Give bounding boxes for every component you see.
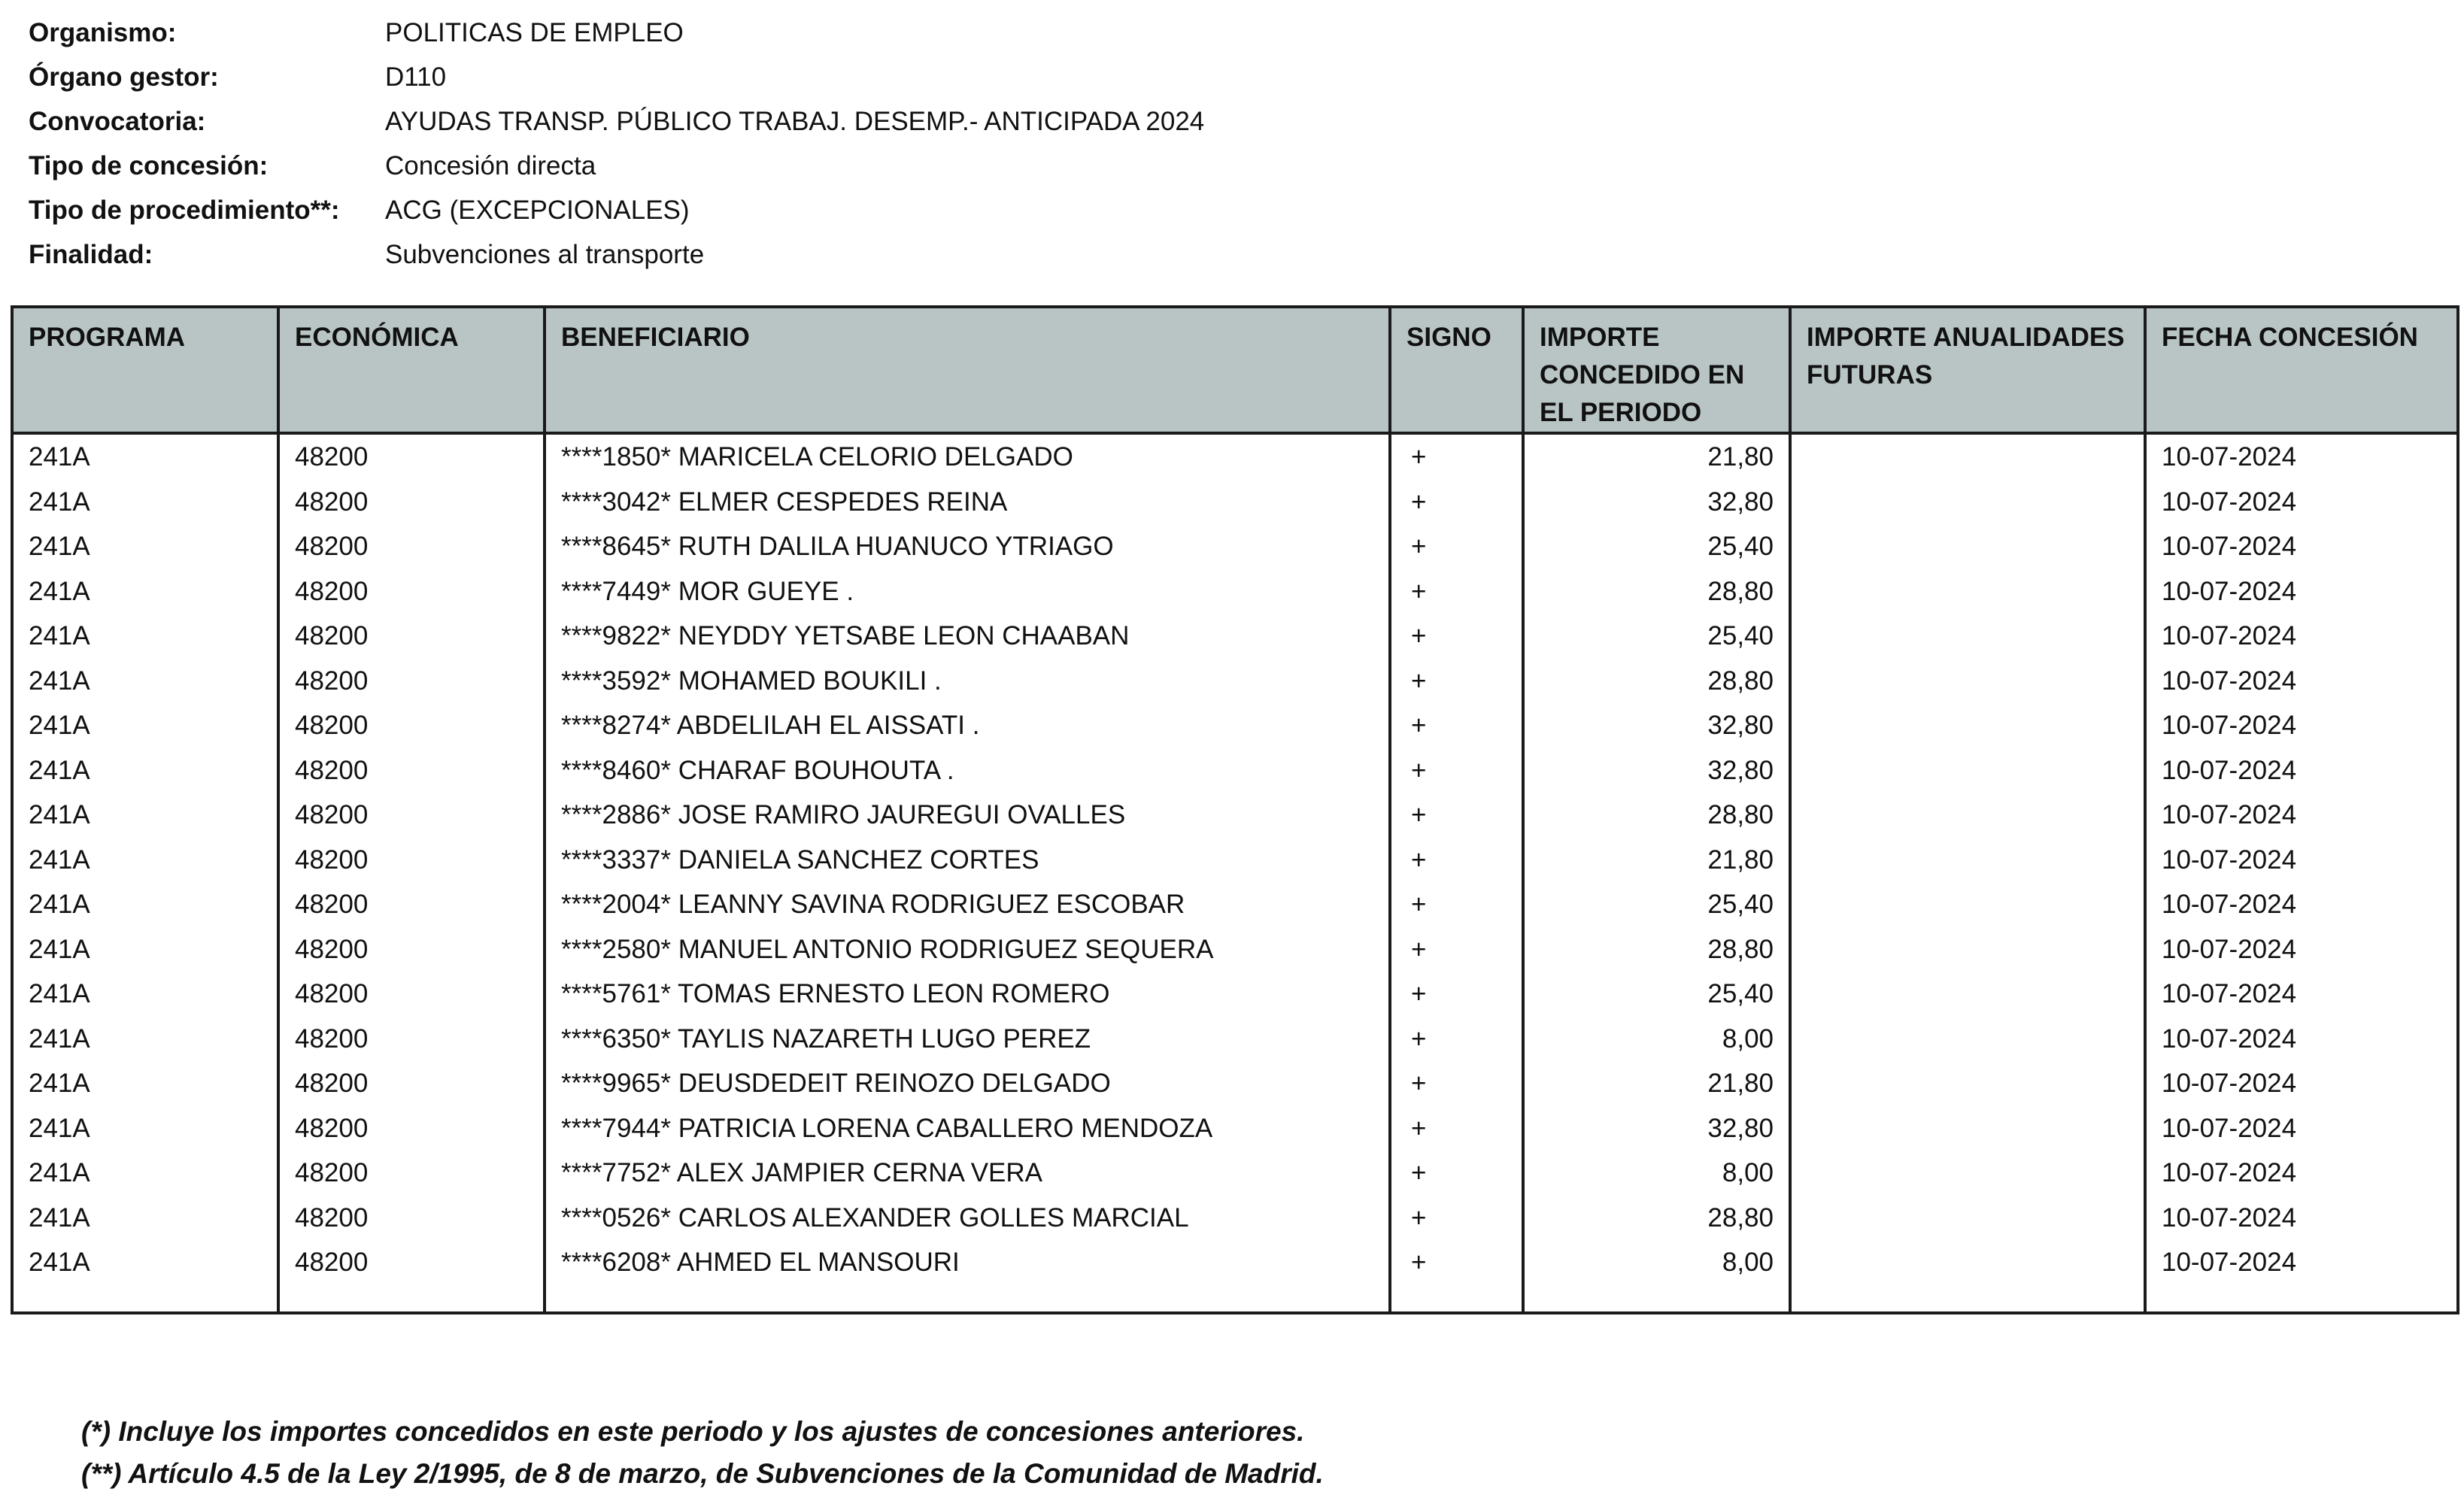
header-fecha-concesion: FECHA CONCESIÓN bbox=[2145, 307, 2458, 433]
cell-importe-concedido: 25,40 bbox=[1523, 614, 1790, 659]
cell-economica: 48200 bbox=[278, 433, 545, 480]
cell-signo: + bbox=[1390, 927, 1523, 972]
cell-beneficiario: ****6350* TAYLIS NAZARETH LUGO PEREZ bbox=[545, 1017, 1390, 1062]
table-row bbox=[12, 748, 2458, 793]
cell-importe-concedido: 8,00 bbox=[1523, 1151, 1790, 1196]
cell-programa: 241A bbox=[12, 793, 278, 838]
cell-signo: + bbox=[1390, 1240, 1523, 1285]
cell-programa: 241A bbox=[12, 480, 278, 525]
cell-beneficiario: ****2580* MANUEL ANTONIO RODRIGUEZ SEQUERA bbox=[545, 927, 1390, 972]
footnote: (**) Artículo 4.5 de la Ley 2/1995, de 8 de marzo, de Subvenciones de la Comunidad de Madrid. bbox=[81, 1458, 1324, 1489]
cell-programa: 241A bbox=[12, 1151, 278, 1196]
cell-economica: 48200 bbox=[278, 1151, 545, 1196]
cell-signo: + bbox=[1390, 480, 1523, 525]
cell-economica: 48200 bbox=[278, 480, 545, 525]
cell-economica: 48200 bbox=[278, 1196, 545, 1241]
cell-fecha-concesion: 10-07-2024 bbox=[2145, 1106, 2458, 1151]
cell-programa: 241A bbox=[12, 1240, 278, 1285]
meta-label: Convocatoria: bbox=[29, 106, 206, 136]
cell-importe-anualidades bbox=[1790, 1196, 2145, 1241]
cell-economica: 48200 bbox=[278, 748, 545, 793]
filler-cell bbox=[278, 1285, 545, 1314]
cell-importe-anualidades bbox=[1790, 703, 2145, 748]
cell-importe-concedido: 32,80 bbox=[1523, 480, 1790, 525]
header-economica: ECONÓMICA bbox=[278, 307, 545, 433]
cell-importe-anualidades bbox=[1790, 569, 2145, 614]
cell-programa: 241A bbox=[12, 838, 278, 883]
cell-signo: + bbox=[1390, 659, 1523, 704]
table-row bbox=[12, 614, 2458, 659]
table-row bbox=[12, 1017, 2458, 1062]
cell-signo: + bbox=[1390, 569, 1523, 614]
table-row bbox=[12, 1061, 2458, 1106]
cell-beneficiario: ****3592* MOHAMED BOUKILI . bbox=[545, 659, 1390, 704]
cell-importe-anualidades bbox=[1790, 659, 2145, 704]
cell-importe-anualidades bbox=[1790, 1151, 2145, 1196]
meta-row-organismo bbox=[29, 11, 1204, 55]
cell-signo: + bbox=[1390, 1061, 1523, 1106]
cell-importe-anualidades bbox=[1790, 927, 2145, 972]
cell-economica: 48200 bbox=[278, 569, 545, 614]
filler-cell bbox=[1523, 1285, 1790, 1314]
cell-signo: + bbox=[1390, 703, 1523, 748]
cell-importe-anualidades bbox=[1790, 748, 2145, 793]
meta-label: Finalidad: bbox=[29, 239, 153, 269]
cell-importe-concedido: 21,80 bbox=[1523, 1061, 1790, 1106]
cell-importe-concedido: 32,80 bbox=[1523, 748, 1790, 793]
table-row bbox=[12, 972, 2458, 1017]
cell-economica: 48200 bbox=[278, 659, 545, 704]
cell-importe-anualidades bbox=[1790, 793, 2145, 838]
table-body bbox=[12, 433, 2458, 1313]
cell-importe-concedido: 25,40 bbox=[1523, 972, 1790, 1017]
cell-importe-anualidades bbox=[1790, 1106, 2145, 1151]
cell-beneficiario: ****5761* TOMAS ERNESTO LEON ROMERO bbox=[545, 972, 1390, 1017]
header-beneficiario: BENEFICIARIO bbox=[545, 307, 1390, 433]
meta-label: Órgano gestor: bbox=[29, 62, 219, 92]
cell-beneficiario: ****2004* LEANNY SAVINA RODRIGUEZ ESCOBAR bbox=[545, 882, 1390, 927]
table-row bbox=[12, 524, 2458, 569]
table-row bbox=[12, 1196, 2458, 1241]
table-row bbox=[12, 703, 2458, 748]
meta-value: POLITICAS DE EMPLEO bbox=[385, 17, 684, 47]
cell-beneficiario: ****9822* NEYDDY YETSABE LEON CHAABAN bbox=[545, 614, 1390, 659]
cell-beneficiario: ****0526* CARLOS ALEXANDER GOLLES MARCIAL bbox=[545, 1196, 1390, 1241]
cell-economica: 48200 bbox=[278, 793, 545, 838]
cell-fecha-concesion: 10-07-2024 bbox=[2145, 659, 2458, 704]
cell-importe-concedido: 32,80 bbox=[1523, 703, 1790, 748]
cell-economica: 48200 bbox=[278, 524, 545, 569]
cell-economica: 48200 bbox=[278, 972, 545, 1017]
grants-table bbox=[11, 305, 2459, 1314]
cell-programa: 241A bbox=[12, 614, 278, 659]
table-row bbox=[12, 659, 2458, 704]
meta-label: Organismo: bbox=[29, 17, 177, 47]
table-header-row bbox=[12, 307, 2458, 433]
cell-fecha-concesion: 10-07-2024 bbox=[2145, 703, 2458, 748]
cell-beneficiario: ****3042* ELMER CESPEDES REINA bbox=[545, 480, 1390, 525]
table-row bbox=[12, 1151, 2458, 1196]
cell-beneficiario: ****2886* JOSE RAMIRO JAUREGUI OVALLES bbox=[545, 793, 1390, 838]
cell-fecha-concesion: 10-07-2024 bbox=[2145, 972, 2458, 1017]
table-row bbox=[12, 927, 2458, 972]
meta-label: Tipo de concesión: bbox=[29, 150, 269, 180]
cell-signo: + bbox=[1390, 793, 1523, 838]
meta-value: D110 bbox=[385, 62, 447, 92]
cell-fecha-concesion: 10-07-2024 bbox=[2145, 838, 2458, 883]
cell-importe-concedido: 28,80 bbox=[1523, 569, 1790, 614]
cell-importe-anualidades bbox=[1790, 1017, 2145, 1062]
cell-signo: + bbox=[1390, 1196, 1523, 1241]
cell-signo: + bbox=[1390, 1017, 1523, 1062]
cell-programa: 241A bbox=[12, 882, 278, 927]
cell-programa: 241A bbox=[12, 569, 278, 614]
cell-signo: + bbox=[1390, 882, 1523, 927]
table-filler-row bbox=[12, 1285, 2458, 1314]
cell-programa: 241A bbox=[12, 703, 278, 748]
cell-signo: + bbox=[1390, 972, 1523, 1017]
header-importe-concedido: IMPORTE CONCEDIDO EN EL PERIODO bbox=[1523, 307, 1790, 433]
cell-beneficiario: ****7944* PATRICIA LORENA CABALLERO MENDOZA bbox=[545, 1106, 1390, 1151]
cell-beneficiario: ****7449* MOR GUEYE . bbox=[545, 569, 1390, 614]
cell-fecha-concesion: 10-07-2024 bbox=[2145, 1240, 2458, 1285]
filler-cell bbox=[2145, 1285, 2458, 1314]
cell-importe-anualidades bbox=[1790, 838, 2145, 883]
table-row bbox=[12, 480, 2458, 525]
cell-signo: + bbox=[1390, 838, 1523, 883]
cell-importe-concedido: 25,40 bbox=[1523, 882, 1790, 927]
cell-economica: 48200 bbox=[278, 838, 545, 883]
cell-fecha-concesion: 10-07-2024 bbox=[2145, 569, 2458, 614]
cell-programa: 241A bbox=[12, 748, 278, 793]
meta-row-tipo-procedimiento bbox=[29, 188, 1204, 232]
cell-fecha-concesion: 10-07-2024 bbox=[2145, 793, 2458, 838]
cell-fecha-concesion: 10-07-2024 bbox=[2145, 1017, 2458, 1062]
cell-fecha-concesion: 10-07-2024 bbox=[2145, 1151, 2458, 1196]
cell-economica: 48200 bbox=[278, 1017, 545, 1062]
cell-beneficiario: ****8460* CHARAF BOUHOUTA . bbox=[545, 748, 1390, 793]
meta-value: Subvenciones al transporte bbox=[385, 239, 705, 269]
cell-programa: 241A bbox=[12, 524, 278, 569]
meta-label: Tipo de procedimiento**: bbox=[29, 195, 340, 225]
cell-beneficiario: ****9965* DEUSDEDEIT REINOZO DELGADO bbox=[545, 1061, 1390, 1106]
cell-importe-concedido: 25,40 bbox=[1523, 524, 1790, 569]
cell-fecha-concesion: 10-07-2024 bbox=[2145, 433, 2458, 480]
cell-fecha-concesion: 10-07-2024 bbox=[2145, 1196, 2458, 1241]
cell-fecha-concesion: 10-07-2024 bbox=[2145, 927, 2458, 972]
cell-signo: + bbox=[1390, 433, 1523, 480]
cell-importe-anualidades bbox=[1790, 972, 2145, 1017]
cell-beneficiario: ****7752* ALEX JAMPIER CERNA VERA bbox=[545, 1151, 1390, 1196]
filler-cell bbox=[12, 1285, 278, 1314]
header-importe-anualidades: IMPORTE ANUALIDADES FUTURAS bbox=[1790, 307, 2145, 433]
cell-importe-anualidades bbox=[1790, 882, 2145, 927]
cell-importe-anualidades bbox=[1790, 433, 2145, 480]
cell-beneficiario: ****3337* DANIELA SANCHEZ CORTES bbox=[545, 838, 1390, 883]
table-row bbox=[12, 569, 2458, 614]
cell-importe-anualidades bbox=[1790, 1240, 2145, 1285]
cell-importe-anualidades bbox=[1790, 480, 2145, 525]
cell-programa: 241A bbox=[12, 1196, 278, 1241]
cell-importe-concedido: 8,00 bbox=[1523, 1240, 1790, 1285]
header-programa: PROGRAMA bbox=[12, 307, 278, 433]
cell-programa: 241A bbox=[12, 659, 278, 704]
cell-beneficiario: ****8274* ABDELILAH EL AISSATI . bbox=[545, 703, 1390, 748]
cell-signo: + bbox=[1390, 524, 1523, 569]
cell-fecha-concesion: 10-07-2024 bbox=[2145, 524, 2458, 569]
cell-economica: 48200 bbox=[278, 927, 545, 972]
header-signo: SIGNO bbox=[1390, 307, 1523, 433]
cell-importe-concedido: 32,80 bbox=[1523, 1106, 1790, 1151]
table-row bbox=[12, 1240, 2458, 1285]
filler-cell bbox=[1390, 1285, 1523, 1314]
footnotes bbox=[81, 1411, 1324, 1495]
cell-importe-concedido: 21,80 bbox=[1523, 838, 1790, 883]
cell-fecha-concesion: 10-07-2024 bbox=[2145, 1061, 2458, 1106]
document-metadata bbox=[29, 11, 1204, 277]
meta-value: Concesión directa bbox=[385, 150, 596, 180]
cell-beneficiario: ****8645* RUTH DALILA HUANUCO YTRIAGO bbox=[545, 524, 1390, 569]
cell-importe-anualidades bbox=[1790, 524, 2145, 569]
cell-programa: 241A bbox=[12, 1061, 278, 1106]
table-row bbox=[12, 882, 2458, 927]
cell-signo: + bbox=[1390, 748, 1523, 793]
cell-beneficiario: ****6208* AHMED EL MANSOURI bbox=[545, 1240, 1390, 1285]
cell-importe-concedido: 28,80 bbox=[1523, 927, 1790, 972]
cell-programa: 241A bbox=[12, 972, 278, 1017]
cell-fecha-concesion: 10-07-2024 bbox=[2145, 614, 2458, 659]
cell-signo: + bbox=[1390, 1151, 1523, 1196]
cell-signo: + bbox=[1390, 1106, 1523, 1151]
cell-importe-concedido: 21,80 bbox=[1523, 433, 1790, 480]
cell-importe-concedido: 28,80 bbox=[1523, 793, 1790, 838]
meta-row-organo-gestor bbox=[29, 55, 1204, 99]
table-row bbox=[12, 838, 2458, 883]
cell-economica: 48200 bbox=[278, 1240, 545, 1285]
cell-importe-concedido: 8,00 bbox=[1523, 1017, 1790, 1062]
footnote: (*) Incluye los importes concedidos en este periodo y los ajustes de concesiones anteriores. bbox=[81, 1416, 1305, 1447]
table-row bbox=[12, 1106, 2458, 1151]
cell-fecha-concesion: 10-07-2024 bbox=[2145, 882, 2458, 927]
cell-importe-concedido: 28,80 bbox=[1523, 1196, 1790, 1241]
cell-importe-anualidades bbox=[1790, 614, 2145, 659]
cell-importe-concedido: 28,80 bbox=[1523, 659, 1790, 704]
table-row bbox=[12, 433, 2458, 480]
meta-value: ACG (EXCEPCIONALES) bbox=[385, 195, 690, 225]
meta-row-finalidad bbox=[29, 232, 1204, 277]
cell-programa: 241A bbox=[12, 1106, 278, 1151]
cell-fecha-concesion: 10-07-2024 bbox=[2145, 480, 2458, 525]
cell-programa: 241A bbox=[12, 927, 278, 972]
meta-row-tipo-concesion bbox=[29, 144, 1204, 188]
cell-economica: 48200 bbox=[278, 614, 545, 659]
cell-programa: 241A bbox=[12, 1017, 278, 1062]
cell-programa: 241A bbox=[12, 433, 278, 480]
filler-cell bbox=[1790, 1285, 2145, 1314]
cell-beneficiario: ****1850* MARICELA CELORIO DELGADO bbox=[545, 433, 1390, 480]
cell-signo: + bbox=[1390, 614, 1523, 659]
cell-importe-anualidades bbox=[1790, 1061, 2145, 1106]
cell-economica: 48200 bbox=[278, 703, 545, 748]
filler-cell bbox=[545, 1285, 1390, 1314]
cell-economica: 48200 bbox=[278, 1061, 545, 1106]
cell-economica: 48200 bbox=[278, 882, 545, 927]
table-row bbox=[12, 793, 2458, 838]
cell-fecha-concesion: 10-07-2024 bbox=[2145, 748, 2458, 793]
meta-row-convocatoria bbox=[29, 99, 1204, 144]
meta-value: AYUDAS TRANSP. PÚBLICO TRABAJ. DESEMP.- ANTICIPADA 2024 bbox=[385, 106, 1205, 136]
cell-economica: 48200 bbox=[278, 1106, 545, 1151]
